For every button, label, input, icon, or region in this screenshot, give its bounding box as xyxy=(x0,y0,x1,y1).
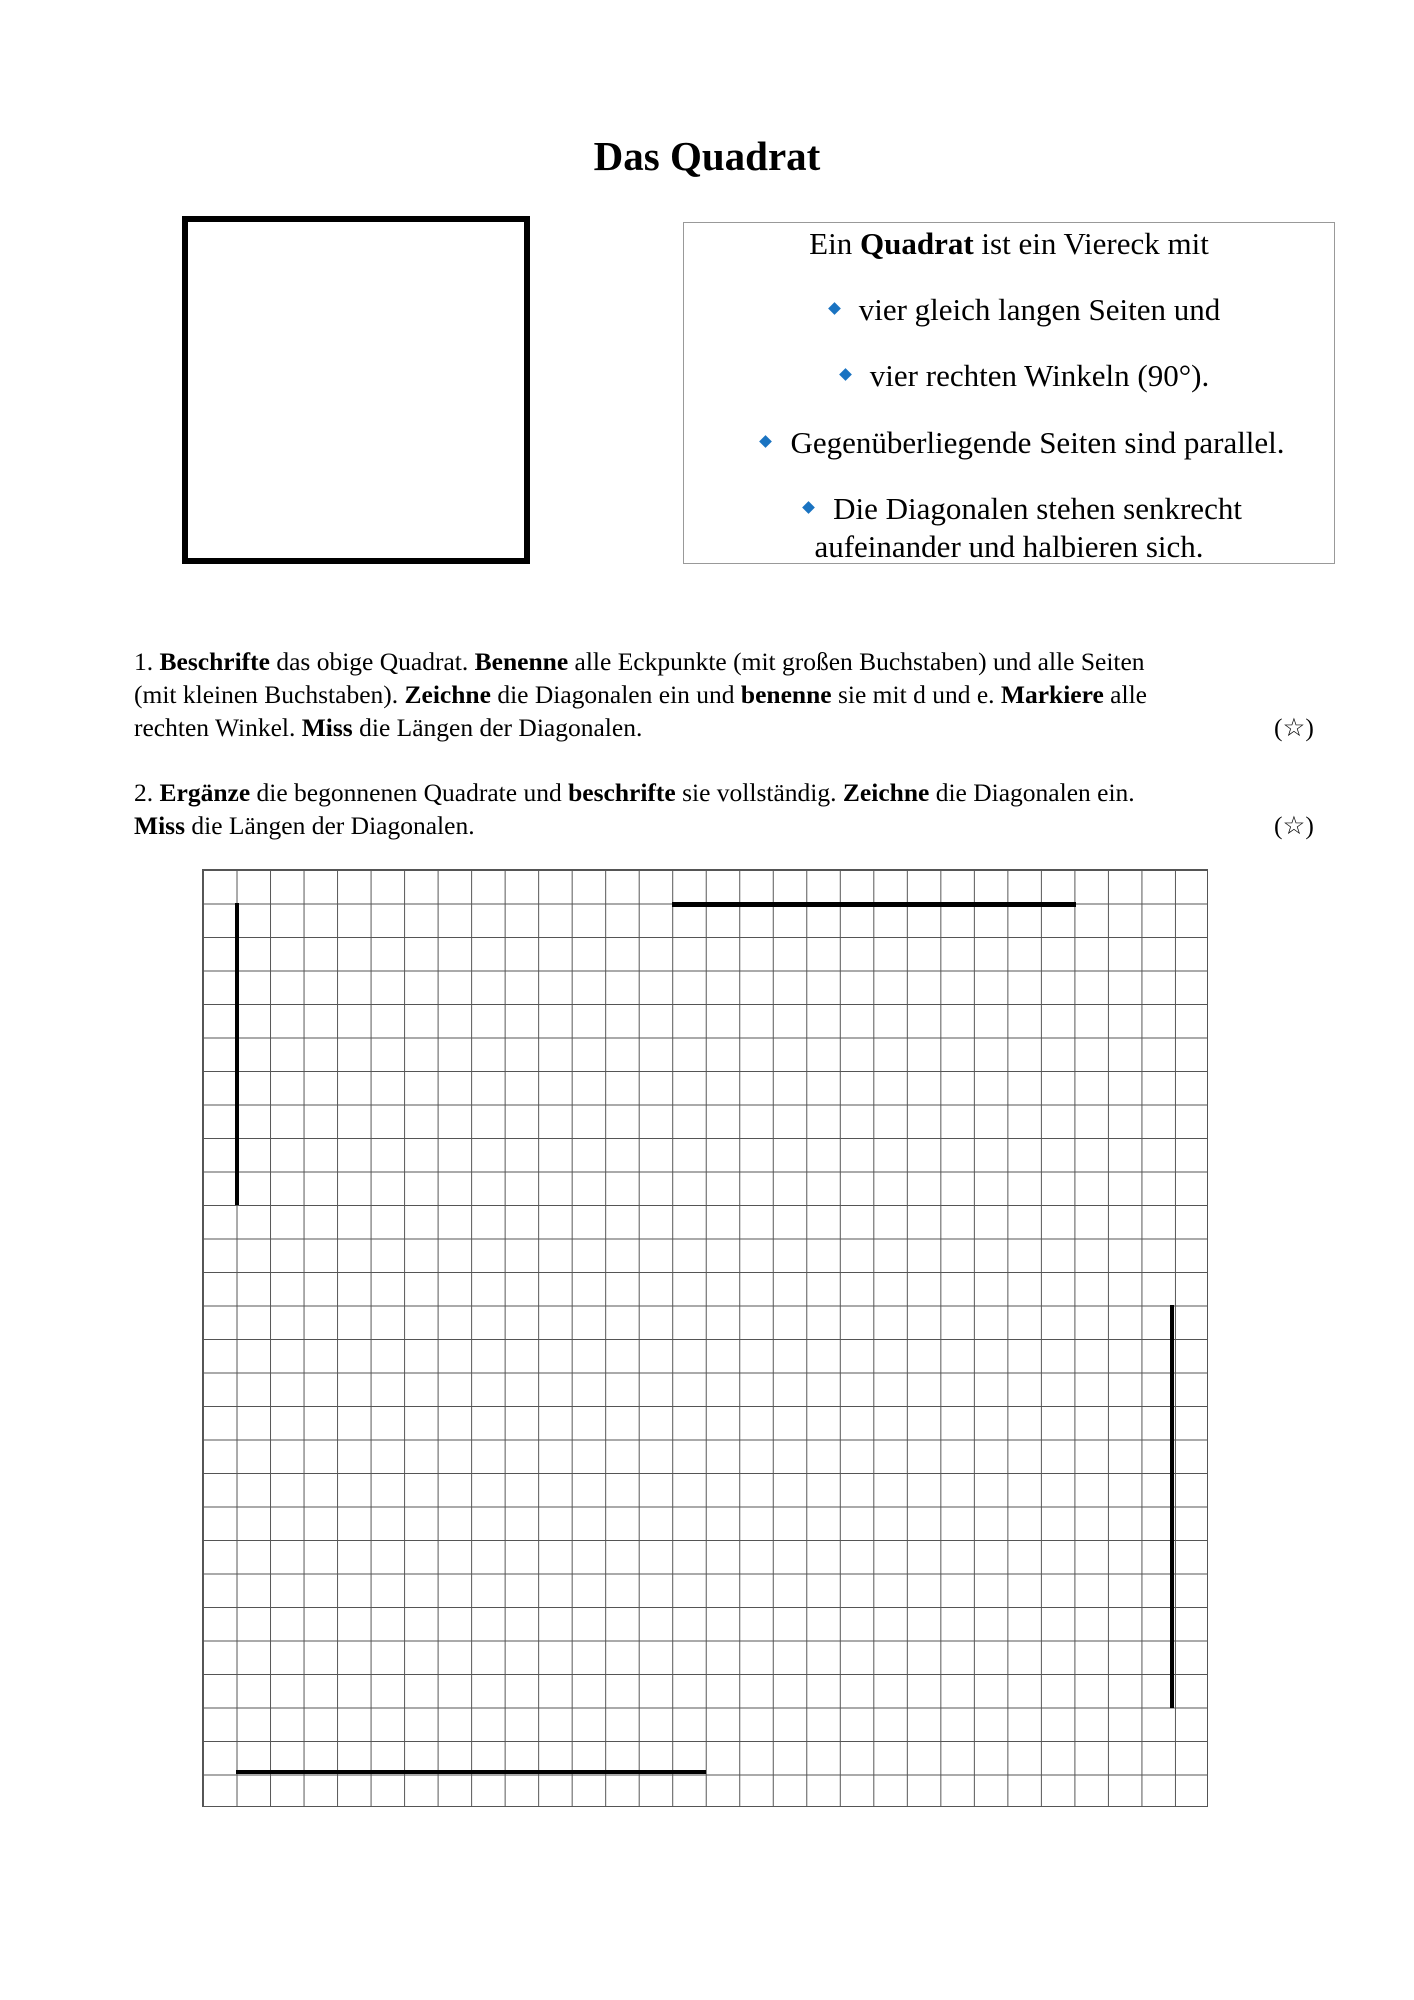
definition-bullet: vier rechten Winkeln (90°). xyxy=(700,357,1350,395)
definition-bullet: Die Diagonalen stehen senkrecht xyxy=(698,490,1348,528)
square-figure xyxy=(182,216,530,564)
task-1-line: rechten Winkel. Miss die Längen der Diagonalen. (☆) xyxy=(134,713,1314,742)
definition-bullet-continued: aufeinander und halbieren sich. xyxy=(814,529,1204,564)
difficulty-star: (☆) xyxy=(1274,713,1314,742)
square-start-left-side xyxy=(235,903,239,1205)
grid-paper xyxy=(202,869,1208,1807)
task-2-line: Miss die Längen der Diagonalen. (☆) xyxy=(134,811,1314,840)
difficulty-star: (☆) xyxy=(1274,811,1314,840)
definition-bullet: Gegenüberliegende Seiten sind parallel. xyxy=(698,424,1348,462)
definition-intro: Ein Quadrat ist ein Viereck mit xyxy=(809,226,1209,261)
diamond-bullet-icon xyxy=(760,436,773,449)
page-title: Das Quadrat xyxy=(593,133,821,179)
diamond-bullet-icon xyxy=(839,369,852,382)
task-1 xyxy=(134,645,1314,744)
task-2-line: 2. Ergänze die begonnenen Quadrate und beschrifte sie vollständig. Zeichne die Diagonalen ein. xyxy=(134,778,1135,807)
task-1-line: 1. Beschrifte das obige Quadrat. Benenne alle Eckpunkte (mit großen Buchstaben) und alle Seiten xyxy=(134,647,1145,676)
task-1-line: (mit kleinen Buchstaben). Zeichne die Diagonalen ein und benenne sie mit d und e. Markiere alle xyxy=(134,680,1147,709)
diamond-bullet-icon xyxy=(802,502,815,515)
square-start-top-side xyxy=(672,902,1076,907)
definition-box xyxy=(683,222,1335,564)
definition-bullet: vier gleich langen Seiten und xyxy=(700,291,1350,329)
square-start-bottom-side xyxy=(236,1770,706,1774)
task-2 xyxy=(134,776,1314,842)
square-start-right-side xyxy=(1170,1305,1174,1708)
diamond-bullet-icon xyxy=(828,303,841,316)
